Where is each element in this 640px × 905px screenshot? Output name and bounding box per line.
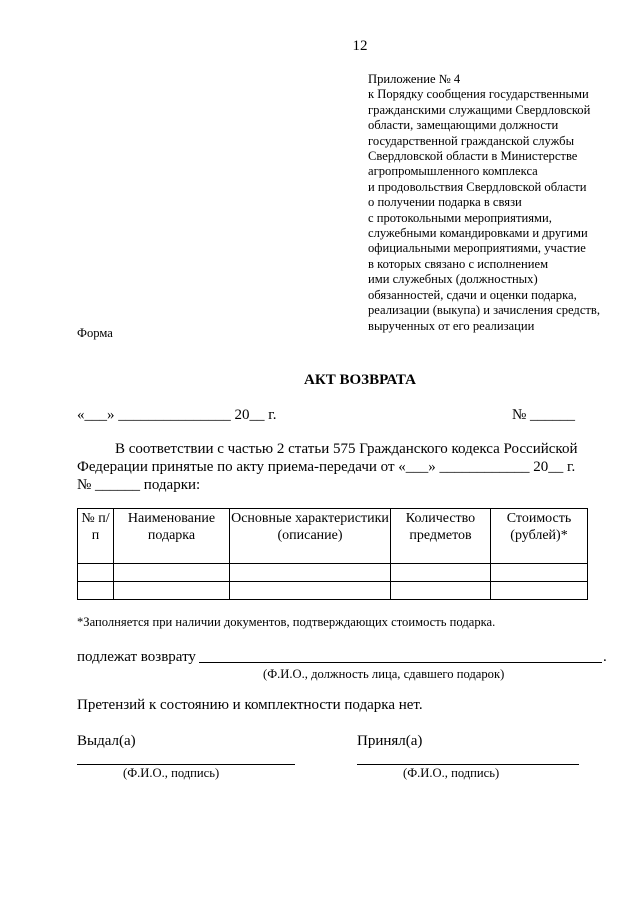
table-cell[interactable] [491,582,588,600]
table-cell[interactable] [230,564,391,582]
table-header-row [78,509,588,564]
no-claims-statement: Претензий к состоянию и комплектности подарка нет. [77,697,423,713]
return-person-field[interactable] [199,662,602,663]
gifts-table [77,508,588,600]
page-number: 12 [352,38,368,54]
intro-paragraph [77,440,587,494]
document-title: АКТ ВОЗВРАТА [304,372,416,388]
table-row [78,564,588,582]
annex-line: области, замещающими должности [368,118,559,133]
act-date-field: «___» _______________ 20__ г. [77,407,277,423]
annex-block [368,72,618,334]
column-header-number: № п/п [78,509,114,564]
annex-line: гражданскими служащими Свердловской [368,102,591,117]
annex-line: о получении подарка в связи [368,195,522,210]
table-cell[interactable] [491,564,588,582]
table-cell[interactable] [114,564,230,582]
annex-line: в которых связано с исполнением [368,256,549,271]
annex-line: ими служебных (должностных) [368,272,538,287]
intro-line: Федерации принятые по акту приема-передачи от «___» ____________ 20__ г. [77,459,576,475]
intro-line: В соответствии с частью 2 статьи 575 Гражданского кодекса Российской [115,441,578,457]
form-label: Форма [77,326,113,340]
annex-line: Свердловской области в Министерстве [368,149,578,164]
accepted-signature-caption: (Ф.И.О., подпись) [403,766,500,780]
table-cell[interactable] [230,582,391,600]
column-header-quantity: Количество предметов [391,509,491,564]
table-cell[interactable] [391,582,491,600]
table-row [78,582,588,600]
accepted-signature-field[interactable] [357,764,579,765]
issued-signature-caption: (Ф.И.О., подпись) [123,766,220,780]
annex-line: агропромышленного комплекса [368,164,538,179]
table-cell[interactable] [114,582,230,600]
column-header-name: Наименование подарка [114,509,230,564]
annex-line: и продовольствия Свердловской области [368,179,587,194]
annex-line: официальными мероприятиями, участие [368,241,586,256]
column-header-description: Основные характеристики (описание) [230,509,391,564]
annex-line: с протокольными мероприятиями, [368,210,552,225]
annex-line: обязанностей, сдачи и оценки подарка, [368,287,577,302]
annex-line: служебными командировками и другими [368,226,588,241]
return-label: подлежат возврату [77,649,196,665]
intro-line: № ______ подарки: [77,477,201,493]
annex-line: реализации (выкупа) и зачисления средств, [368,303,601,318]
annex-line: к Порядку сообщения государственными [368,87,589,102]
issued-by-label: Выдал(а) [77,733,136,749]
table-cell[interactable] [78,564,114,582]
table-cell[interactable] [78,582,114,600]
annex-line: государственной гражданской службы [368,133,575,148]
cost-footnote: *Заполняется при наличии документов, подтверждающих стоимость подарка. [77,615,496,629]
issued-signature-field[interactable] [77,764,295,765]
annex-line: вырученных от его реализации [368,318,535,333]
table-cell[interactable] [391,564,491,582]
column-header-cost: Стоимость (рублей)* [491,509,588,564]
return-line-end: . [603,649,607,665]
annex-line: Приложение № 4 [368,72,461,86]
act-number-field: № ______ [512,407,576,423]
accepted-by-label: Принял(а) [357,733,423,749]
return-caption: (Ф.И.О., должность лица, сдавшего подарок) [263,667,505,681]
